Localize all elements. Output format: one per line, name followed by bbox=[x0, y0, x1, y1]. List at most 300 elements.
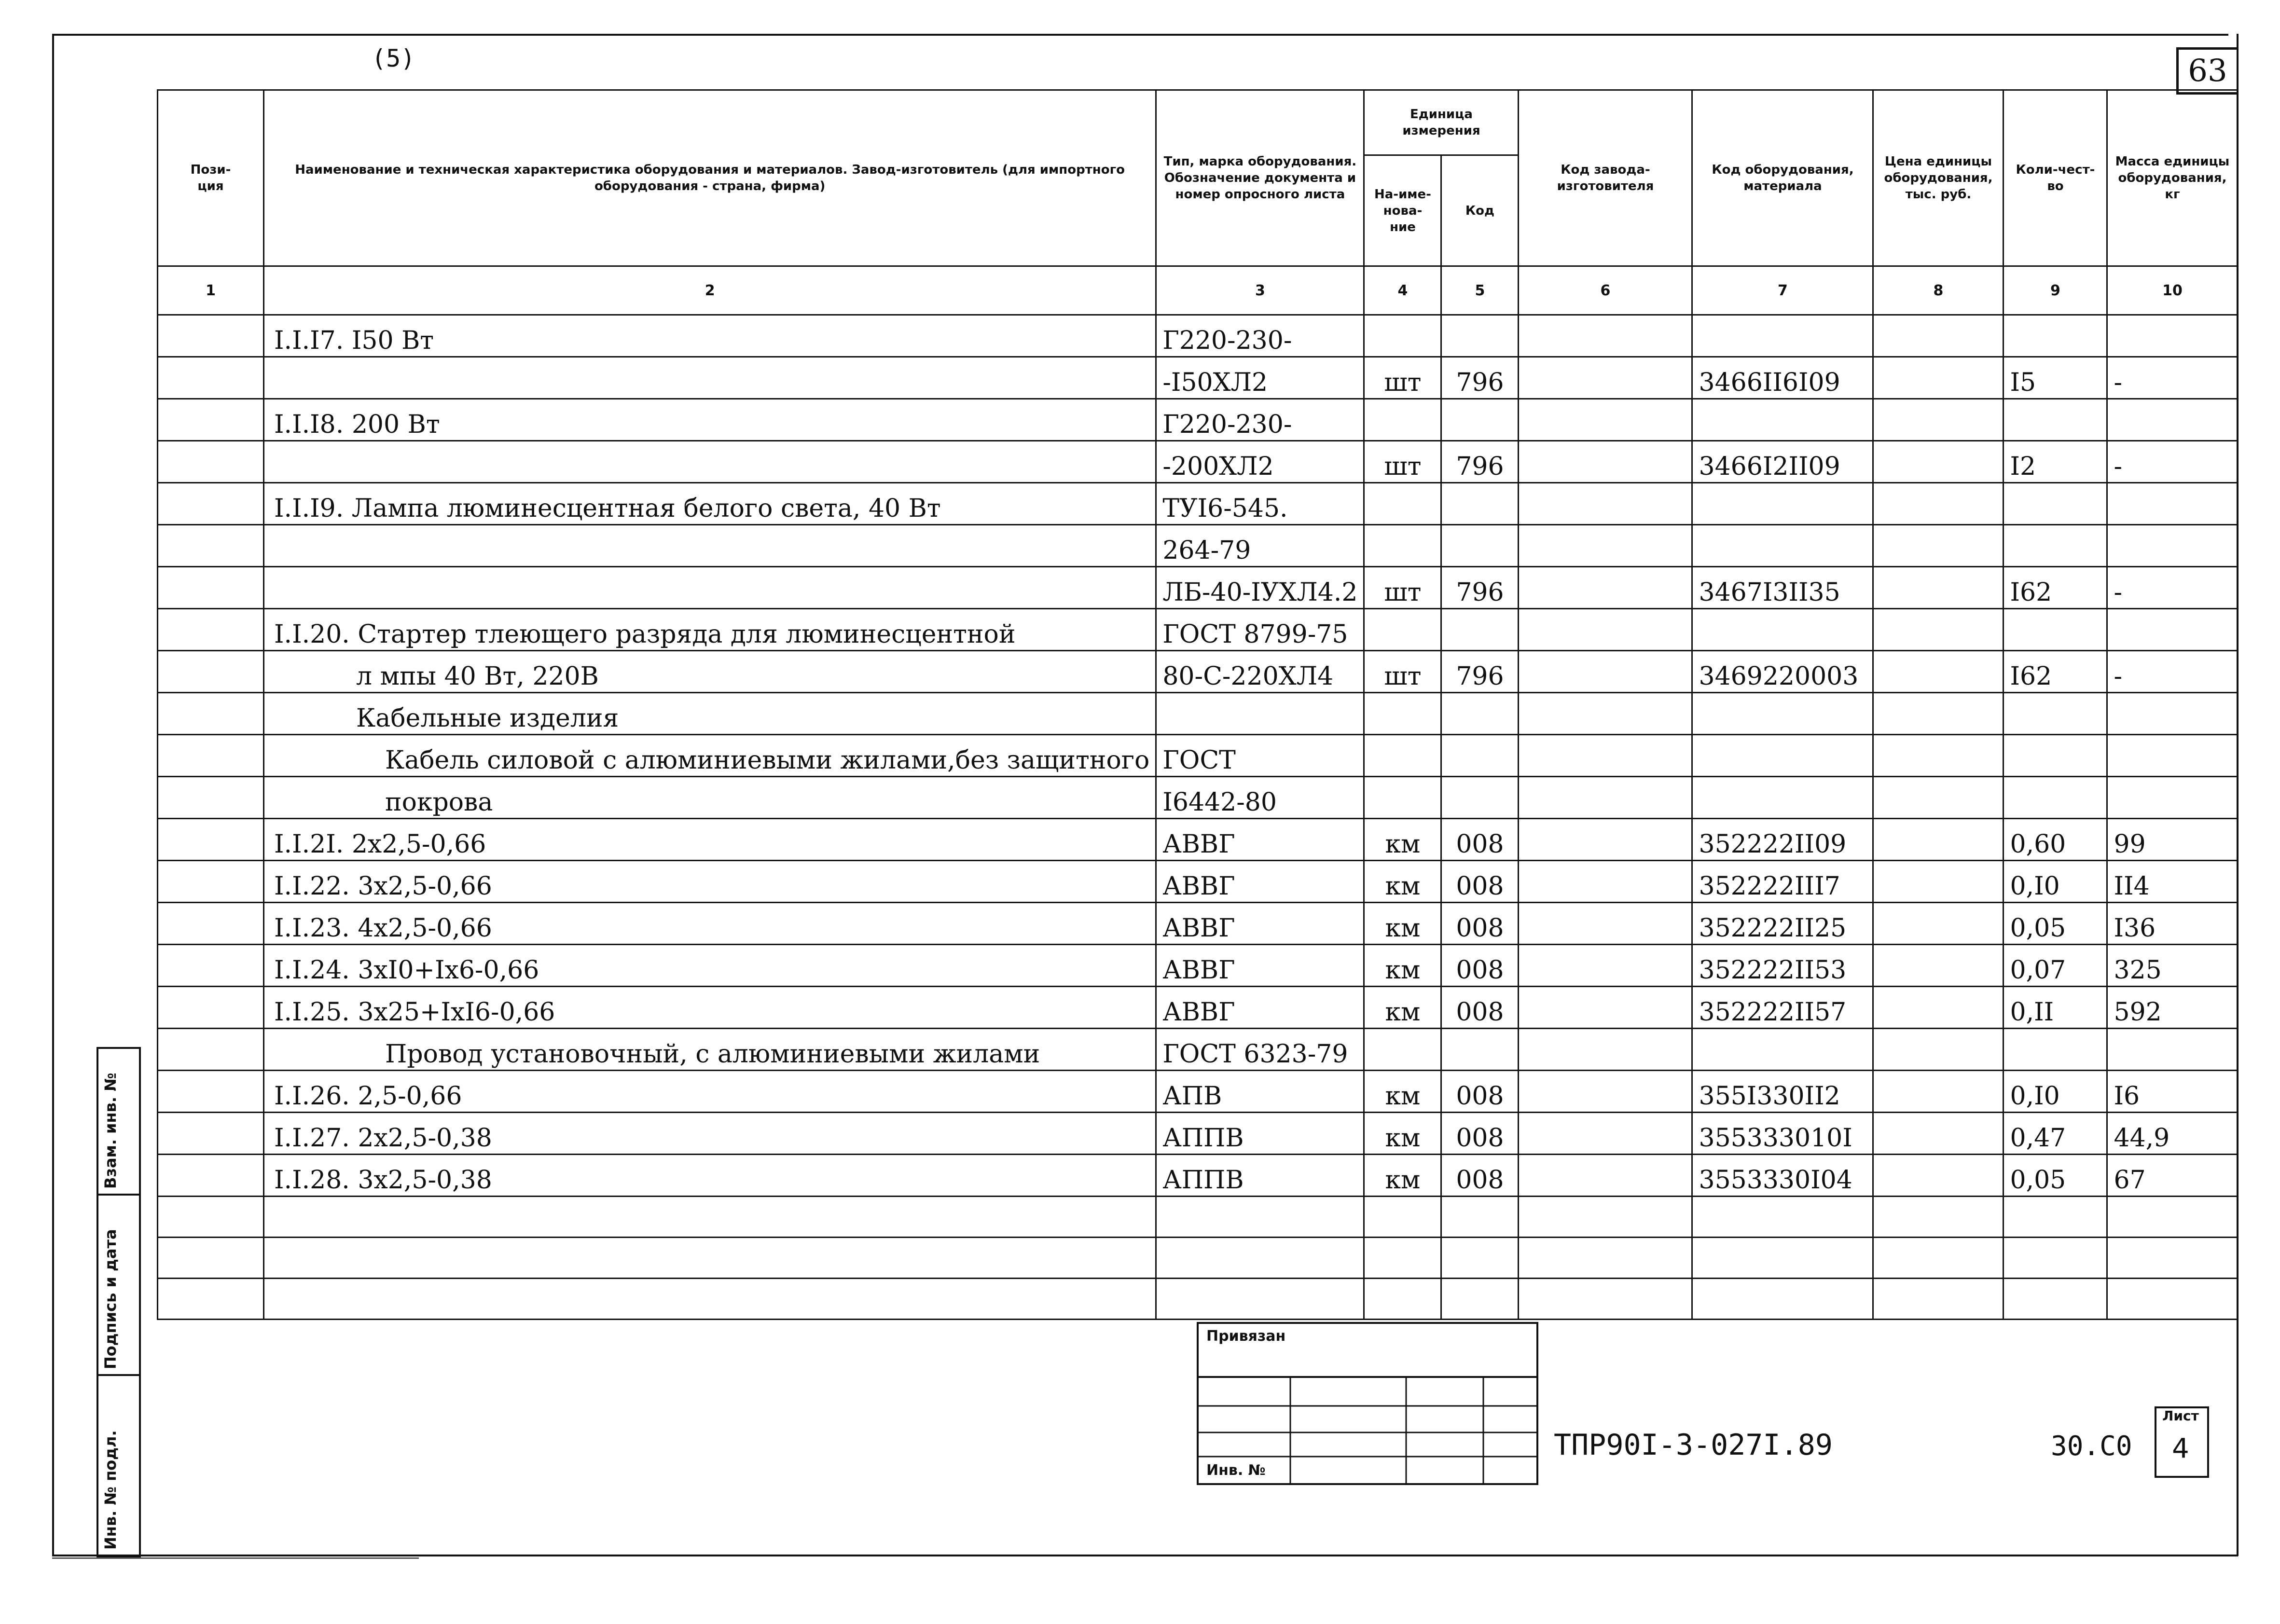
row-plant-code bbox=[1519, 399, 1692, 441]
row-type: ТУI6-545. bbox=[1156, 483, 1364, 525]
row-name: покрова bbox=[264, 777, 1156, 819]
row-unit bbox=[1364, 315, 1441, 357]
blank-cell bbox=[2107, 1279, 2238, 1320]
blank-cell bbox=[1519, 1238, 1692, 1279]
row-mass bbox=[2107, 735, 2238, 777]
blank-row bbox=[158, 1238, 2238, 1279]
blank-cell bbox=[2004, 1238, 2107, 1279]
row-type: 80-С-220ХЛ4 bbox=[1156, 651, 1364, 693]
row-quantity: 0,47 bbox=[2004, 1113, 2107, 1155]
row-material-code: 352222III7 bbox=[1692, 861, 1873, 903]
row-name: I.I.24. 3хI0+Iх6-0,66 bbox=[264, 945, 1156, 987]
row-material-code: 3466I2II09 bbox=[1692, 441, 1873, 483]
row-plant-code bbox=[1519, 861, 1692, 903]
page-label: (5) bbox=[372, 44, 415, 72]
row-position bbox=[158, 651, 264, 693]
row-type bbox=[1156, 693, 1364, 735]
row-quantity: I2 bbox=[2004, 441, 2107, 483]
col-num: 5 bbox=[1441, 266, 1519, 315]
row-plant-code bbox=[1519, 357, 1692, 399]
row-unit-code: 008 bbox=[1441, 861, 1519, 903]
row-plant-code bbox=[1519, 609, 1692, 651]
header-type: Тип, марка оборудования. Обозначение документа и номер опросного листа bbox=[1156, 90, 1364, 266]
row-price bbox=[1873, 1029, 2004, 1071]
row-quantity: I62 bbox=[2004, 651, 2107, 693]
row-material-code bbox=[1692, 777, 1873, 819]
row-plant-code bbox=[1519, 945, 1692, 987]
row-position bbox=[158, 987, 264, 1029]
row-material-code: 352222II53 bbox=[1692, 945, 1873, 987]
col-num: 1 bbox=[158, 266, 264, 315]
row-price bbox=[1873, 987, 2004, 1029]
specification-table bbox=[157, 89, 2238, 1320]
row-name: I.I.2I. 2х2,5-0,66 bbox=[264, 819, 1156, 861]
row-unit: км bbox=[1364, 861, 1441, 903]
table-row bbox=[158, 861, 2238, 903]
table-row bbox=[158, 483, 2238, 525]
row-mass: I36 bbox=[2107, 903, 2238, 945]
table-row bbox=[158, 1113, 2238, 1155]
row-name: I.I.28. 3х2,5-0,38 bbox=[264, 1155, 1156, 1197]
row-mass bbox=[2107, 315, 2238, 357]
blank-row bbox=[158, 1197, 2238, 1238]
row-name: I.I.20. Стартер тлеющего разряда для люминесцентной bbox=[264, 609, 1156, 651]
row-unit-code: 008 bbox=[1441, 1113, 1519, 1155]
row-quantity: 0,II bbox=[2004, 987, 2107, 1029]
row-plant-code bbox=[1519, 651, 1692, 693]
column-number-row bbox=[158, 266, 2238, 315]
blank-cell bbox=[158, 1279, 264, 1320]
blank-cell bbox=[1692, 1197, 1873, 1238]
row-unit-code: 796 bbox=[1441, 567, 1519, 609]
row-mass: - bbox=[2107, 441, 2238, 483]
frame-left bbox=[52, 34, 54, 1556]
row-unit: шт bbox=[1364, 357, 1441, 399]
row-price bbox=[1873, 819, 2004, 861]
row-unit-code bbox=[1441, 693, 1519, 735]
row-mass: 325 bbox=[2107, 945, 2238, 987]
row-unit-code: 008 bbox=[1441, 819, 1519, 861]
row-position bbox=[158, 315, 264, 357]
row-type: АППВ bbox=[1156, 1155, 1364, 1197]
row-price bbox=[1873, 315, 2004, 357]
row-unit-code: 008 bbox=[1441, 987, 1519, 1029]
document-suffix: 30.С0 bbox=[2051, 1431, 2132, 1462]
row-material-code: 3469220003 bbox=[1692, 651, 1873, 693]
row-type: АВВГ bbox=[1156, 861, 1364, 903]
blank-cell bbox=[2004, 1197, 2107, 1238]
table-row bbox=[158, 651, 2238, 693]
row-unit-code: 796 bbox=[1441, 357, 1519, 399]
row-quantity: 0,05 bbox=[2004, 903, 2107, 945]
row-position bbox=[158, 483, 264, 525]
col-num: 4 bbox=[1364, 266, 1441, 315]
row-position bbox=[158, 945, 264, 987]
blank-cell bbox=[1873, 1238, 2004, 1279]
row-unit: шт bbox=[1364, 441, 1441, 483]
row-type: ГОСТ 8799-75 bbox=[1156, 609, 1364, 651]
row-price bbox=[1873, 483, 2004, 525]
row-mass bbox=[2107, 609, 2238, 651]
table-row bbox=[158, 1029, 2238, 1071]
row-name: Провод установочный, с алюминиевыми жилами bbox=[264, 1029, 1156, 1071]
row-quantity bbox=[2004, 399, 2107, 441]
row-mass: II4 bbox=[2107, 861, 2238, 903]
row-quantity bbox=[2004, 609, 2107, 651]
header-plant-code: Код завода-изготовителя bbox=[1519, 90, 1692, 266]
table-row bbox=[158, 777, 2238, 819]
row-price bbox=[1873, 693, 2004, 735]
stamp-inv-label: Инв. № bbox=[1206, 1462, 1266, 1479]
row-name: л мпы 40 Вт, 220В bbox=[264, 651, 1156, 693]
blank-cell bbox=[1364, 1279, 1441, 1320]
row-quantity: 0,05 bbox=[2004, 1155, 2107, 1197]
row-type: 264-79 bbox=[1156, 525, 1364, 567]
sheet-label: Лист bbox=[2162, 1408, 2199, 1424]
row-material-code: 3467I3II35 bbox=[1692, 567, 1873, 609]
row-type: АПВ bbox=[1156, 1071, 1364, 1113]
approval-stamp bbox=[1197, 1322, 1538, 1485]
row-plant-code bbox=[1519, 483, 1692, 525]
row-mass: - bbox=[2107, 357, 2238, 399]
table-row bbox=[158, 567, 2238, 609]
blank-cell bbox=[2107, 1238, 2238, 1279]
row-position bbox=[158, 357, 264, 399]
row-unit bbox=[1364, 777, 1441, 819]
blank-cell bbox=[1873, 1197, 2004, 1238]
row-plant-code bbox=[1519, 567, 1692, 609]
row-unit bbox=[1364, 609, 1441, 651]
row-type: ЛБ-40-IУХЛ4.2 bbox=[1156, 567, 1364, 609]
blank-cell bbox=[1441, 1197, 1519, 1238]
blank-cell bbox=[158, 1238, 264, 1279]
row-position bbox=[158, 777, 264, 819]
row-position bbox=[158, 1029, 264, 1071]
table-row bbox=[158, 987, 2238, 1029]
row-plant-code bbox=[1519, 1071, 1692, 1113]
row-name bbox=[264, 567, 1156, 609]
sidebar-cell-podpis bbox=[98, 1196, 139, 1376]
row-price bbox=[1873, 525, 2004, 567]
col-num: 6 bbox=[1519, 266, 1692, 315]
row-quantity bbox=[2004, 1029, 2107, 1071]
row-mass: 592 bbox=[2107, 987, 2238, 1029]
sidebar-cell-inv bbox=[98, 1376, 139, 1555]
row-position bbox=[158, 819, 264, 861]
row-material-code bbox=[1692, 609, 1873, 651]
blank-cell bbox=[2004, 1279, 2107, 1320]
table-row bbox=[158, 399, 2238, 441]
row-type: -I50ХЛ2 bbox=[1156, 357, 1364, 399]
col-num: 8 bbox=[1873, 266, 2004, 315]
row-name: I.I.I9. Лампа люминесцентная белого света, 40 Вт bbox=[264, 483, 1156, 525]
row-material-code bbox=[1692, 525, 1873, 567]
row-material-code: 352222II09 bbox=[1692, 819, 1873, 861]
approval-sidebar bbox=[97, 1047, 141, 1557]
row-mass bbox=[2107, 693, 2238, 735]
row-quantity bbox=[2004, 525, 2107, 567]
row-plant-code bbox=[1519, 315, 1692, 357]
stamp-title: Привязан bbox=[1206, 1328, 1286, 1345]
row-name: I.I.I7. I50 Вт bbox=[264, 315, 1156, 357]
header-price: Цена единицы оборудования, тыс. руб. bbox=[1873, 90, 2004, 266]
col-num: 9 bbox=[2004, 266, 2107, 315]
row-plant-code bbox=[1519, 735, 1692, 777]
row-material-code: 3466II6I09 bbox=[1692, 357, 1873, 399]
blank-cell bbox=[1156, 1197, 1364, 1238]
row-name bbox=[264, 441, 1156, 483]
row-quantity: 0,I0 bbox=[2004, 1071, 2107, 1113]
row-unit: шт bbox=[1364, 651, 1441, 693]
blank-cell bbox=[2107, 1197, 2238, 1238]
sidebar-podpis-label: Подпись и дата bbox=[101, 1229, 120, 1369]
row-unit bbox=[1364, 525, 1441, 567]
row-name: Кабель силовой с алюминиевыми жилами,без защитного bbox=[264, 735, 1156, 777]
row-material-code: 352222II25 bbox=[1692, 903, 1873, 945]
blank-cell bbox=[264, 1279, 1156, 1320]
row-material-code: 352222II57 bbox=[1692, 987, 1873, 1029]
blank-cell bbox=[1519, 1279, 1692, 1320]
blank-row bbox=[158, 1279, 2238, 1320]
header-mass: Масса единицы оборудования, кг bbox=[2107, 90, 2238, 266]
row-material-code: 355333010I bbox=[1692, 1113, 1873, 1155]
row-material-code bbox=[1692, 399, 1873, 441]
blank-cell bbox=[1364, 1197, 1441, 1238]
row-mass: I6 bbox=[2107, 1071, 2238, 1113]
row-mass: - bbox=[2107, 651, 2238, 693]
row-price bbox=[1873, 903, 2004, 945]
row-quantity: 0,I0 bbox=[2004, 861, 2107, 903]
row-unit: км bbox=[1364, 1155, 1441, 1197]
blank-cell bbox=[158, 1197, 264, 1238]
row-price bbox=[1873, 1155, 2004, 1197]
frame-top bbox=[52, 34, 2228, 36]
row-unit-code: 796 bbox=[1441, 651, 1519, 693]
row-plant-code bbox=[1519, 819, 1692, 861]
header-quantity: Коли-чест-во bbox=[2004, 90, 2107, 266]
row-material-code bbox=[1692, 315, 1873, 357]
row-unit bbox=[1364, 735, 1441, 777]
row-price bbox=[1873, 861, 2004, 903]
row-quantity: I62 bbox=[2004, 567, 2107, 609]
row-type: АППВ bbox=[1156, 1113, 1364, 1155]
row-type: АВВГ bbox=[1156, 987, 1364, 1029]
row-quantity bbox=[2004, 735, 2107, 777]
blank-cell bbox=[1441, 1279, 1519, 1320]
row-mass: 44,9 bbox=[2107, 1113, 2238, 1155]
row-price bbox=[1873, 609, 2004, 651]
row-quantity bbox=[2004, 315, 2107, 357]
row-unit: шт bbox=[1364, 567, 1441, 609]
sheet-number: 4 bbox=[2172, 1433, 2189, 1464]
row-type: ГОСТ 6323-79 bbox=[1156, 1029, 1364, 1071]
table-row bbox=[158, 693, 2238, 735]
row-name: I.I.27. 2х2,5-0,38 bbox=[264, 1113, 1156, 1155]
row-quantity bbox=[2004, 777, 2107, 819]
row-plant-code bbox=[1519, 693, 1692, 735]
row-unit-code bbox=[1441, 777, 1519, 819]
sidebar-cell-vzam bbox=[98, 1049, 139, 1196]
row-position bbox=[158, 1155, 264, 1197]
row-unit-code bbox=[1441, 609, 1519, 651]
row-unit-code bbox=[1441, 525, 1519, 567]
row-plant-code bbox=[1519, 903, 1692, 945]
frame-bottom bbox=[52, 1555, 2238, 1556]
sidebar-inv-label: Инв. № подл. bbox=[101, 1430, 120, 1550]
row-price bbox=[1873, 357, 2004, 399]
table-row bbox=[158, 315, 2238, 357]
row-name: I.I.23. 4х2,5-0,66 bbox=[264, 903, 1156, 945]
row-unit-code bbox=[1441, 735, 1519, 777]
row-position bbox=[158, 1113, 264, 1155]
row-name bbox=[264, 357, 1156, 399]
row-type: I6442-80 bbox=[1156, 777, 1364, 819]
row-position bbox=[158, 903, 264, 945]
row-price bbox=[1873, 567, 2004, 609]
row-position bbox=[158, 441, 264, 483]
blank-cell bbox=[1692, 1279, 1873, 1320]
row-unit: км bbox=[1364, 903, 1441, 945]
bottom-rule bbox=[52, 1557, 419, 1559]
row-position bbox=[158, 1071, 264, 1113]
row-plant-code bbox=[1519, 1029, 1692, 1071]
row-mass bbox=[2107, 525, 2238, 567]
table-row bbox=[158, 819, 2238, 861]
row-type: АВВГ bbox=[1156, 945, 1364, 987]
row-unit-code bbox=[1441, 1029, 1519, 1071]
row-position bbox=[158, 735, 264, 777]
row-price bbox=[1873, 651, 2004, 693]
table-row bbox=[158, 945, 2238, 987]
row-material-code: 355I330II2 bbox=[1692, 1071, 1873, 1113]
row-material-code: 3553330I04 bbox=[1692, 1155, 1873, 1197]
table-body bbox=[158, 266, 2238, 1320]
row-mass bbox=[2107, 399, 2238, 441]
row-unit: км bbox=[1364, 819, 1441, 861]
header-material-code: Код оборудования, материала bbox=[1692, 90, 1873, 266]
row-quantity bbox=[2004, 693, 2107, 735]
row-unit-code bbox=[1441, 483, 1519, 525]
row-price bbox=[1873, 1071, 2004, 1113]
header-name: Наименование и техническая характеристика оборудования и материалов. Завод-изготовитель (для импортного оборудования - страна, фирма) bbox=[264, 90, 1156, 266]
row-price bbox=[1873, 735, 2004, 777]
document-code: ТПР90I-3-027I.89 bbox=[1554, 1428, 1833, 1462]
row-unit: км bbox=[1364, 1071, 1441, 1113]
row-price bbox=[1873, 777, 2004, 819]
row-position bbox=[158, 861, 264, 903]
row-name: I.I.25. 3х25+IхI6-0,66 bbox=[264, 987, 1156, 1029]
row-name bbox=[264, 525, 1156, 567]
row-unit-code: 008 bbox=[1441, 945, 1519, 987]
row-name: I.I.26. 2,5-0,66 bbox=[264, 1071, 1156, 1113]
table-row bbox=[158, 1071, 2238, 1113]
page-number: 63 bbox=[2176, 47, 2237, 95]
blank-cell bbox=[264, 1197, 1156, 1238]
row-price bbox=[1873, 441, 2004, 483]
row-type: Г220-230- bbox=[1156, 315, 1364, 357]
col-num: 3 bbox=[1156, 266, 1364, 315]
header-unit-code: Код bbox=[1441, 155, 1519, 266]
row-unit-code: 008 bbox=[1441, 903, 1519, 945]
col-num: 7 bbox=[1692, 266, 1873, 315]
row-price bbox=[1873, 399, 2004, 441]
header-unit-group: Единица измерения bbox=[1364, 90, 1519, 155]
blank-cell bbox=[1873, 1279, 2004, 1320]
blank-cell bbox=[1156, 1279, 1364, 1320]
table-row bbox=[158, 441, 2238, 483]
row-quantity bbox=[2004, 483, 2107, 525]
row-unit: км bbox=[1364, 987, 1441, 1029]
row-name: I.I.22. 3х2,5-0,66 bbox=[264, 861, 1156, 903]
col-num: 10 bbox=[2107, 266, 2238, 315]
row-unit-code: 796 bbox=[1441, 441, 1519, 483]
row-unit-code bbox=[1441, 315, 1519, 357]
row-position bbox=[158, 609, 264, 651]
row-mass: - bbox=[2107, 567, 2238, 609]
row-unit bbox=[1364, 399, 1441, 441]
row-name: I.I.I8. 200 Вт bbox=[264, 399, 1156, 441]
row-quantity: I5 bbox=[2004, 357, 2107, 399]
table-row bbox=[158, 735, 2238, 777]
blank-cell bbox=[1519, 1197, 1692, 1238]
row-type: АВВГ bbox=[1156, 819, 1364, 861]
row-unit bbox=[1364, 1029, 1441, 1071]
row-quantity: 0,60 bbox=[2004, 819, 2107, 861]
row-position bbox=[158, 567, 264, 609]
row-type: АВВГ bbox=[1156, 903, 1364, 945]
row-plant-code bbox=[1519, 525, 1692, 567]
row-price bbox=[1873, 1113, 2004, 1155]
row-unit bbox=[1364, 483, 1441, 525]
row-unit: км bbox=[1364, 945, 1441, 987]
row-plant-code bbox=[1519, 1113, 1692, 1155]
table-row bbox=[158, 903, 2238, 945]
table-row bbox=[158, 609, 2238, 651]
row-unit-code bbox=[1441, 399, 1519, 441]
table-row bbox=[158, 357, 2238, 399]
header-unit-name: На-име-нова-ние bbox=[1364, 155, 1441, 266]
row-mass bbox=[2107, 777, 2238, 819]
row-type: Г220-230- bbox=[1156, 399, 1364, 441]
row-material-code bbox=[1692, 693, 1873, 735]
blank-cell bbox=[1692, 1238, 1873, 1279]
row-price bbox=[1873, 945, 2004, 987]
row-type: -200ХЛ2 bbox=[1156, 441, 1364, 483]
row-position bbox=[158, 399, 264, 441]
blank-cell bbox=[264, 1238, 1156, 1279]
row-position bbox=[158, 693, 264, 735]
row-plant-code bbox=[1519, 777, 1692, 819]
row-type: ГОСТ bbox=[1156, 735, 1364, 777]
header-position: Пози- ция bbox=[158, 90, 264, 266]
row-quantity: 0,07 bbox=[2004, 945, 2107, 987]
row-material-code bbox=[1692, 1029, 1873, 1071]
blank-cell bbox=[1156, 1238, 1364, 1279]
row-unit-code: 008 bbox=[1441, 1155, 1519, 1197]
row-plant-code bbox=[1519, 1155, 1692, 1197]
row-unit: км bbox=[1364, 1113, 1441, 1155]
row-material-code bbox=[1692, 735, 1873, 777]
col-num: 2 bbox=[264, 266, 1156, 315]
row-plant-code bbox=[1519, 441, 1692, 483]
row-name: Кабельные изделия bbox=[264, 693, 1156, 735]
row-mass: 99 bbox=[2107, 819, 2238, 861]
row-position bbox=[158, 525, 264, 567]
blank-cell bbox=[1441, 1238, 1519, 1279]
row-mass bbox=[2107, 1029, 2238, 1071]
stamp-grid bbox=[1199, 1324, 1536, 1483]
row-plant-code bbox=[1519, 987, 1692, 1029]
